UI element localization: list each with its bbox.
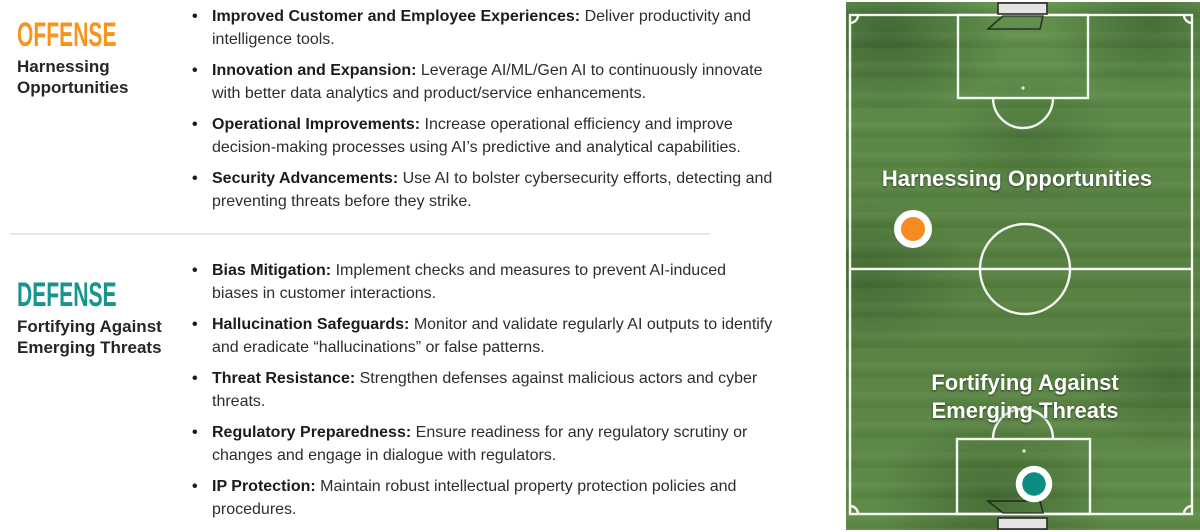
soccer-field-image: [846, 2, 1200, 530]
field-top-label: Harnessing Opportunities: [881, 166, 1153, 191]
bullet-lead: Hallucination Safeguards:: [212, 316, 410, 333]
list-item: [190, 113, 775, 159]
bullet-lead: Regulatory Preparedness:: [212, 424, 412, 441]
top-goal: [998, 3, 1047, 14]
bottom-penalty-spot: [1022, 449, 1025, 452]
list-item: [190, 167, 775, 213]
defense-bullet-list: [190, 259, 775, 529]
bullet-text: Monitor and validate regularly AI outputs to identify and eradicate “hallucinations” or false patterns.: [212, 316, 773, 356]
defense-marker-dot: [1019, 469, 1049, 499]
offense-marker-dot: [898, 214, 929, 245]
bullet-text: Ensure readiness for any regulatory scrutiny or changes and engage in dialogue with regulators.: [212, 424, 748, 464]
offense-bullet-list: [190, 5, 775, 221]
bullet-lead: Innovation and Expansion:: [212, 62, 417, 79]
bullet-lead: IP Protection:: [212, 478, 316, 495]
list-item: [190, 475, 775, 521]
defense-subtitle: Fortifying Against Emerging Threats: [17, 317, 162, 357]
list-item: [190, 259, 775, 305]
bullet-lead: Threat Resistance:: [212, 370, 356, 387]
list-item: [190, 5, 775, 51]
list-item: [190, 59, 775, 105]
bullet-text: Use AI to bolster cybersecurity efforts, detecting and preventing threats before they strike.: [212, 170, 773, 210]
list-item: [190, 313, 775, 359]
section-divider: [10, 233, 710, 235]
bullet-lead: Security Advancements:: [212, 170, 399, 187]
list-item: [190, 367, 775, 413]
bullet-text: Strengthen defenses against malicious actors and cyber threats.: [212, 370, 758, 410]
field-bottom-label-line2: Emerging Threats: [931, 398, 1119, 423]
bullet-lead: Operational Improvements:: [212, 116, 421, 133]
bullet-text: Implement checks and measures to prevent AI-induced biases in customer interactions.: [212, 262, 726, 302]
corner-arc: [850, 506, 858, 514]
bullet-lead: Bias Mitigation:: [212, 262, 332, 279]
bottom-goal-net: [988, 501, 1043, 513]
top-penalty-box: [958, 15, 1088, 98]
soccer-field-markings: [846, 2, 1200, 530]
top-penalty-spot: [1021, 86, 1024, 89]
top-penalty-arc: [993, 98, 1053, 128]
bullet-text: Increase operational efficiency and improve decision-making processes using AI’s predictive and analytical capabilities.: [212, 116, 741, 156]
list-item: [190, 421, 775, 467]
bullet-text: Deliver productivity and intelligence tools.: [212, 8, 751, 48]
bullet-lead: Improved Customer and Employee Experiences:: [212, 8, 581, 25]
bullet-text: Leverage AI/ML/Gen AI to continuously innovate with better data analytics and product/service enhancements.: [212, 62, 763, 102]
bullet-text: Maintain robust intellectual property protection policies and procedures.: [212, 478, 737, 518]
offense-subtitle: Harnessing Opportunities: [17, 57, 129, 97]
field-bottom-label-line1: Fortifying Against: [931, 370, 1119, 395]
offense-heading: OFFENSE: [17, 16, 117, 54]
bottom-goal: [998, 518, 1047, 529]
top-goal-net: [988, 16, 1043, 29]
defense-heading: DEFENSE: [17, 276, 117, 314]
